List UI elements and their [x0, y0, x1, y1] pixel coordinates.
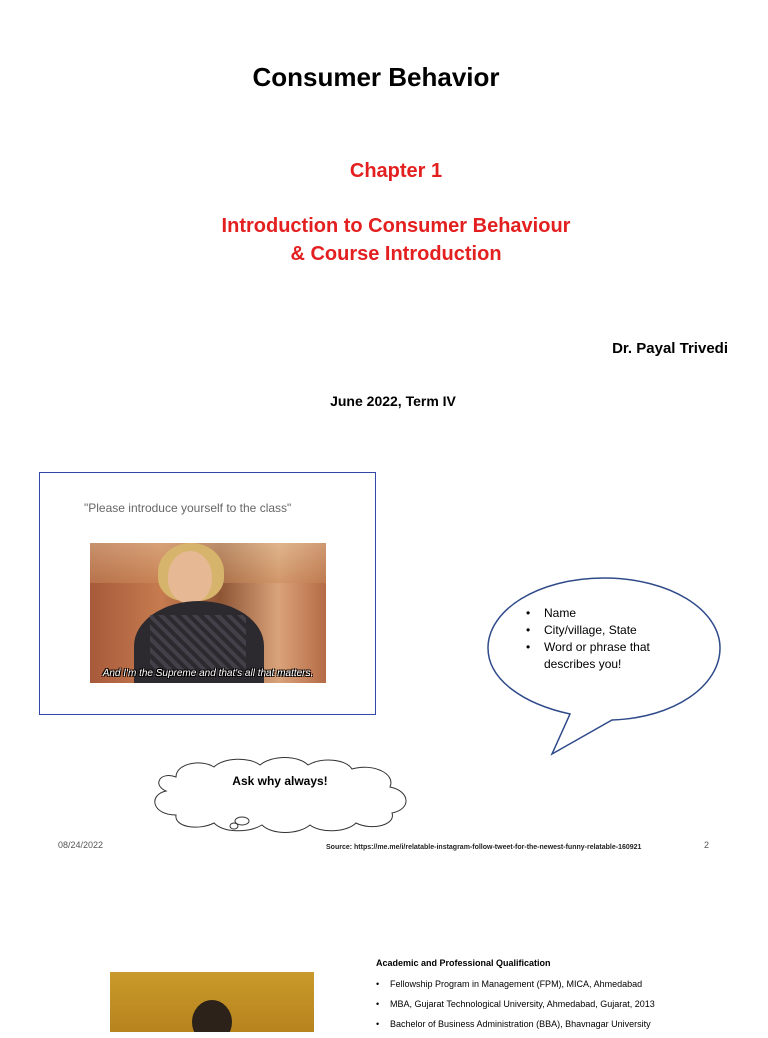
- footer-date: 08/24/2022: [58, 840, 104, 850]
- thought-cloud-text: Ask why always!: [232, 774, 328, 788]
- thought-cloud-shape: [146, 755, 416, 835]
- chapter-heading: Chapter 1: [349, 160, 443, 182]
- qualification-item: • MBA, Gujarat Technological University, Ahmedabad, Gujarat, 2013: [376, 998, 722, 1010]
- author-name: Dr. Payal Trivedi: [612, 340, 728, 357]
- qualification-list: [376, 978, 722, 1038]
- slide-title: Consumer Behavior: [252, 62, 500, 92]
- qualification-item: • Fellowship Program in Management (FPM), MICA, Ahmedabad: [376, 978, 722, 990]
- bubble-item-name: • Name: [526, 605, 696, 622]
- speech-bubble-list: [526, 605, 696, 673]
- profile-photo-person: [192, 1000, 232, 1032]
- qualification-heading: Academic and Professional Qualification: [376, 958, 551, 968]
- term-label: June 2022, Term IV: [330, 393, 456, 409]
- bubble-item-phrase: • Word or phrase that describes you!: [526, 639, 696, 673]
- profile-photo: [110, 972, 314, 1032]
- qualification-item: • Bachelor of Business Administration (BBA), Bhavnagar University: [376, 1018, 722, 1030]
- embedded-slide-image: [39, 472, 376, 715]
- footer-source: Source: https://me.me/i/relatable-instagram-follow-tweet-for-the-newest-funny-relatable-160921: [326, 844, 642, 851]
- meme-person-lace: [150, 615, 246, 675]
- chapter-subtitle: [0, 212, 768, 268]
- subtitle-line-2: & Course Introduction: [290, 243, 502, 265]
- subtitle-line-1: Introduction to Consumer Behaviour: [221, 215, 571, 237]
- bubble-item-location: • City/village, State: [526, 622, 696, 639]
- meme-person-face: [168, 551, 212, 603]
- meme-image: [90, 543, 326, 683]
- meme-subtitle: And I'm the Supreme and that's all that matters.: [102, 668, 314, 679]
- page-number: 2: [704, 840, 710, 850]
- embed-caption: "Please introduce yourself to the class": [84, 501, 292, 515]
